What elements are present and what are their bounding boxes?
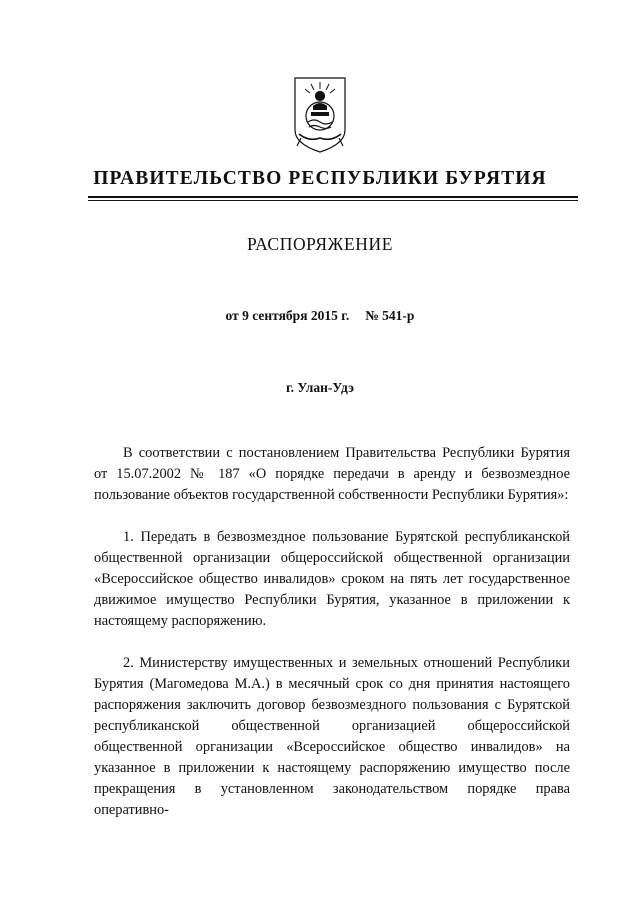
body-paragraph-preamble: В соответствии с постановлением Правительства Республики Бурятия от 15.07.2002 № 187 «О порядке передачи в аренду и безвозмездное пользование объектов государственной собственности Республики Бурятия»: (94, 445, 570, 503)
document-date: от 9 сентября 2015 г. (225, 308, 350, 323)
coat-of-arms-icon (291, 72, 349, 156)
header-rule-thick (88, 196, 578, 198)
document-body (94, 443, 570, 821)
document-number: № 541-р (365, 308, 415, 323)
header-rule-thin (88, 200, 578, 201)
body-paragraph-2: 2. Министерству имущественных и земельных отношений Республики Бурятия (Магомедова М.А.) в месячный срок со дня принятия настоящего распоряжения заключить договор безвозмездного пользования с Бурятской республиканской общественной организацией общероссийской общественной организации «Всероссийское общество инвалидов» на указанное в приложении к настоящему распоряжению имущество после прекращения в установленном законодательством порядке права оперативно- (94, 655, 570, 818)
document-date-line (0, 308, 640, 324)
document-city: г. Улан-Удэ (286, 380, 354, 395)
government-title: ПРАВИТЕЛЬСТВО РЕСПУБЛИКИ БУРЯТИЯ (93, 168, 547, 189)
document-type: РАСПОРЯЖЕНИЕ (246, 234, 394, 254)
body-paragraph-1: 1. Передать в безвозмездное пользование Бурятской республиканской общественной организации общероссийской общественной организации «Всероссийское общество инвалидов» сроком на пять лет государственное движимое имущество Республики Бурятия, указанное в приложении к настоящему распоряжению. (94, 529, 570, 629)
